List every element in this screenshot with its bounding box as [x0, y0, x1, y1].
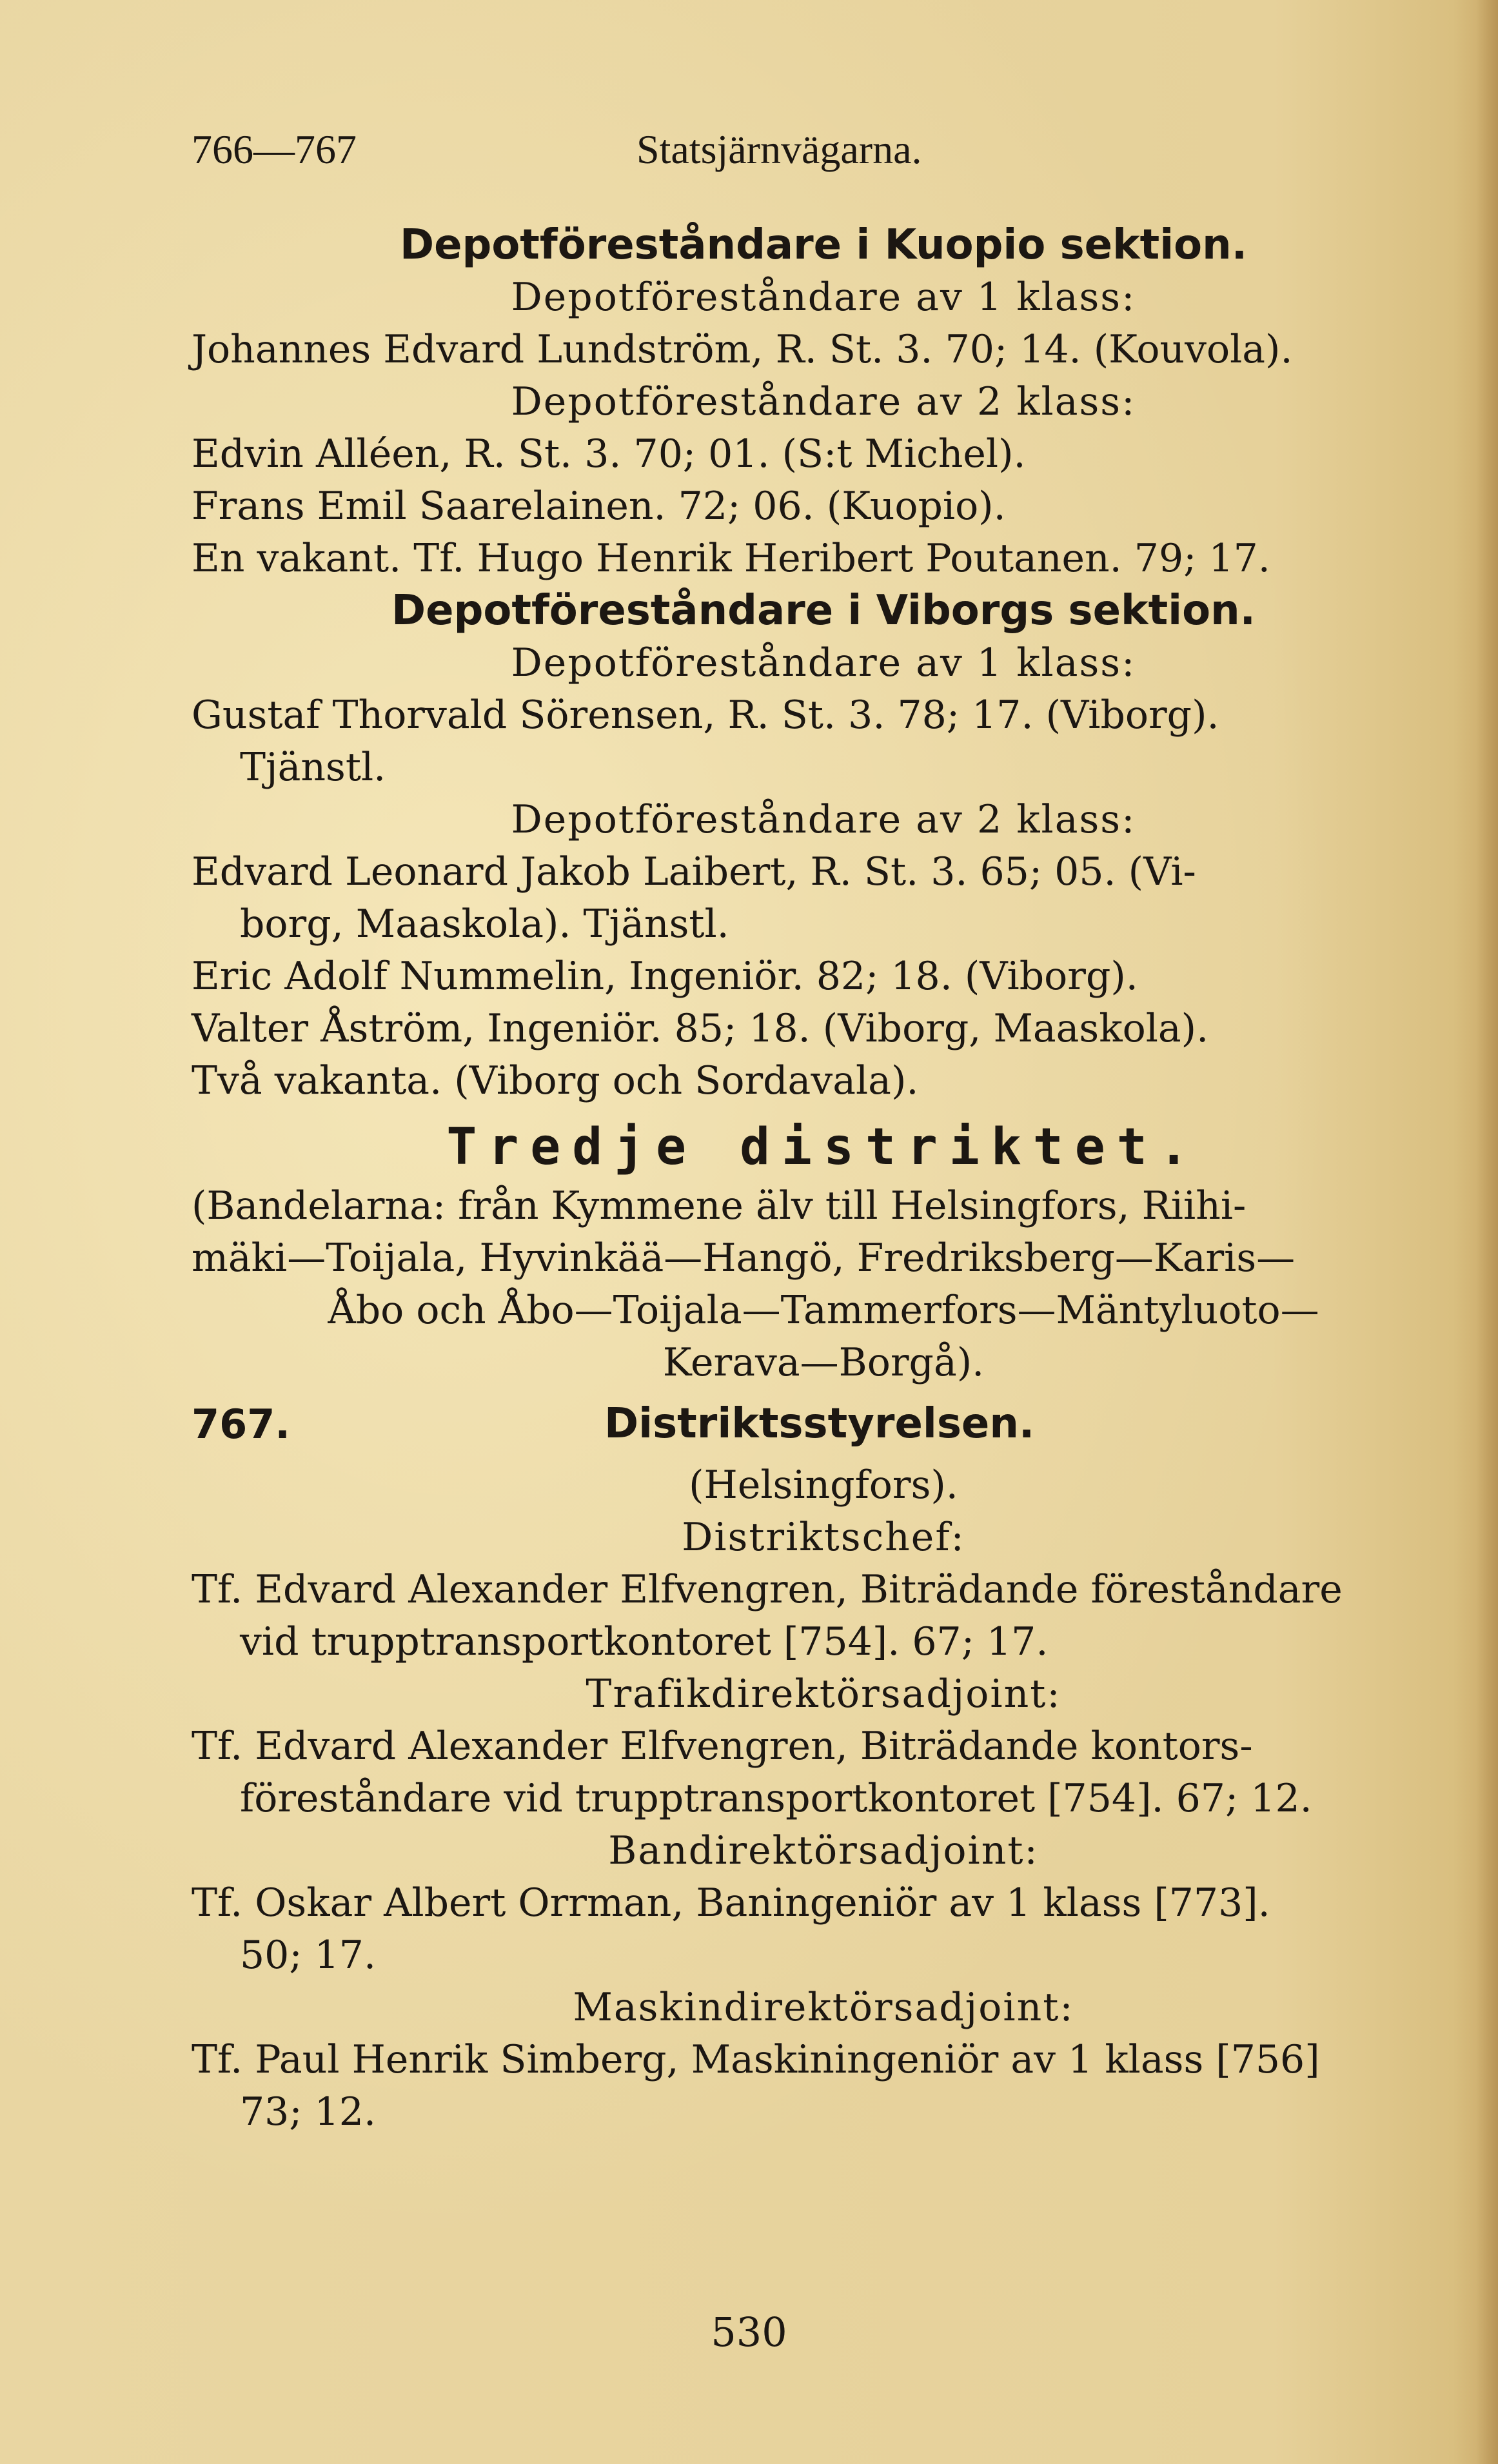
viborg-subheading-2: Depotföreståndare av 2 klass:: [511, 797, 1136, 842]
section-heading: Distriktsstyrelsen.: [604, 1400, 1035, 1448]
role-bandirektorsadjoint: Bandirektörsadjoint:: [608, 1828, 1039, 1873]
page-edge: [1476, 0, 1498, 2464]
role-entry-continuation: 73; 12.: [240, 2089, 377, 2134]
role-entry: Tf. Paul Henrik Simberg, Maskiningeniör av 1 klass [756]: [192, 2037, 1320, 2082]
district-lines-text: (Bandelarna: från Kymmene älv till Helsingfors, Riihi-: [192, 1183, 1247, 1228]
role-trafikdirektorsadjoint: Trafikdirektörsadjoint:: [586, 1671, 1061, 1717]
header-page-numbers: 766—767: [192, 126, 357, 172]
role-entry-continuation: 50; 17.: [240, 1933, 377, 1978]
running-header: [192, 126, 1288, 190]
kuopio-subheading-2: Depotföreståndare av 2 klass:: [511, 379, 1136, 424]
role-distriktschef: Distriktschef:: [682, 1515, 965, 1560]
kuopio-entry: Edvin Alléen, R. St. 3. 70; 01. (S:t Michel).: [192, 431, 1026, 477]
viborg-entry: Gustaf Thorvald Sörensen, R. St. 3. 78; 17. (Viborg).: [192, 693, 1219, 738]
viborg-entry-continuation: borg, Maaskola). Tjänstl.: [240, 902, 729, 947]
district-heading: Tredje distriktet.: [446, 1118, 1201, 1176]
kuopio-entry: Johannes Edvard Lundström, R. St. 3. 70; 14. (Kouvola).: [192, 327, 1293, 372]
viborg-entry: Två vakanta. (Viborg och Sordavala).: [192, 1058, 919, 1103]
district-lines-text: Kerava—Borgå).: [662, 1340, 985, 1385]
role-entry: Tf. Edvard Alexander Elfvengren, Biträdande kontors-: [192, 1724, 1253, 1769]
section-place: (Helsingfors).: [689, 1463, 958, 1508]
section-number: 767.: [192, 1401, 290, 1448]
viborg-subheading-1: Depotföreståndare av 1 klass:: [511, 640, 1136, 685]
district-lines-text: Åbo och Åbo—Toijala—Tammerfors—Mäntyluoto—: [328, 1288, 1319, 1333]
kuopio-entry: Frans Emil Saarelainen. 72; 06. (Kuopio).: [192, 484, 1006, 529]
role-entry-continuation: föreståndare vid trupptransportkontoret [754]. 67; 12.: [240, 1776, 1312, 1821]
header-title: Statsjärnvägarna.: [636, 126, 922, 172]
role-entry: Tf. Oskar Albert Orrman, Baningeniör av 1 klass [773].: [192, 1880, 1270, 1926]
viborg-entry: Edvard Leonard Jakob Laibert, R. St. 3. 65; 05. (Vi-: [192, 849, 1196, 894]
district-lines-text: mäki—Toijala, Hyvinkää—Hangö, Fredriksberg—Karis—: [192, 1236, 1296, 1281]
viborg-entry: Eric Adolf Nummelin, Ingeniör. 82; 18. (Viborg).: [192, 954, 1138, 999]
section-767: [192, 1389, 1455, 1459]
role-maskindirektorsadjoint: Maskindirektörsadjoint:: [573, 1985, 1074, 2030]
role-entry-continuation: vid trupptransportkontoret [754]. 67; 17.: [240, 1619, 1049, 1664]
role-entry: Tf. Edvard Alexander Elfvengren, Biträdande föreståndare: [192, 1567, 1343, 1612]
viborg-heading: Depotföreståndare i Viborgs sektion.: [391, 587, 1256, 635]
kuopio-subheading-1: Depotföreståndare av 1 klass:: [511, 275, 1136, 320]
viborg-entry: Valter Åström, Ingeniör. 85; 18. (Viborg, Maaskola).: [192, 1006, 1209, 1051]
page-body: [192, 219, 1455, 2138]
kuopio-entry: En vakant. Tf. Hugo Henrik Heribert Poutanen. 79; 17.: [192, 536, 1270, 581]
kuopio-heading: Depotföreståndare i Kuopio sektion.: [399, 221, 1248, 269]
page-footer-number: 530: [711, 2309, 787, 2356]
viborg-entry-continuation: Tjänstl.: [240, 745, 386, 790]
